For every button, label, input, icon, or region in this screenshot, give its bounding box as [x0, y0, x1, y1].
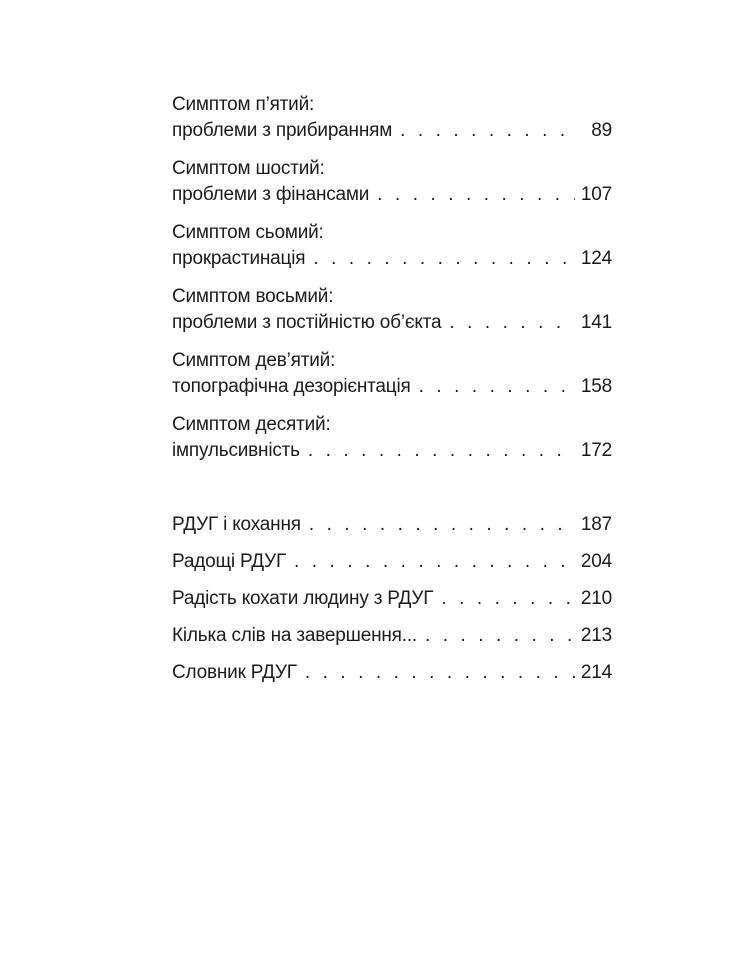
toc-entry-title-line — [172, 623, 612, 649]
toc-entry-heading-line — [172, 348, 612, 374]
toc-entry-title: Словник РДУГ — [172, 662, 297, 683]
toc-entry-title-line — [172, 438, 612, 464]
toc-entry-title-line — [172, 246, 612, 272]
dot-leader — [400, 118, 578, 144]
toc-entry-title: топографічна дезорієнтація — [172, 376, 411, 397]
toc-entry-heading: Симптом дев’ятий: — [172, 350, 336, 371]
toc-entry-heading-line — [172, 220, 612, 246]
dot-leader — [425, 623, 575, 649]
toc-entry-page-number: 210 — [580, 588, 612, 609]
dot-leader — [419, 374, 575, 400]
toc-entry-heading-line — [172, 156, 612, 182]
toc-entry-title: проблеми з прибиранням — [172, 120, 393, 141]
toc-entry-title-line — [172, 586, 612, 612]
toc-entry-symptom-8 — [172, 284, 612, 336]
toc-entry-heading-line — [172, 412, 612, 438]
toc-entry-page-number: 204 — [580, 551, 612, 572]
toc-entry-title-line — [172, 182, 612, 208]
toc-entry-symptom-6 — [172, 156, 612, 208]
dot-leader — [308, 438, 575, 464]
toc-entry-page-number: 187 — [580, 514, 612, 535]
toc-entry-chapter — [172, 660, 612, 686]
dot-leader — [305, 660, 575, 686]
toc-entry-heading-line — [172, 92, 612, 118]
toc-entry-heading-line — [172, 284, 612, 310]
toc-entry-page-number: 124 — [580, 248, 612, 269]
dot-leader — [294, 549, 575, 575]
toc-entry-heading: Симптом десятий: — [172, 414, 331, 435]
toc-entry-page-number: 107 — [580, 184, 612, 205]
dot-leader — [313, 246, 575, 272]
toc-entry-title-line — [172, 118, 612, 144]
dot-leader — [309, 512, 575, 538]
toc-entry-page-number: 89 — [591, 120, 612, 141]
dot-leader — [441, 586, 575, 612]
toc-entry-chapter — [172, 623, 612, 649]
toc-entry-title: Радість кохати людину з РДУГ — [172, 588, 434, 609]
toc-entry-title-line — [172, 310, 612, 336]
toc-entry-title: РДУГ і кохання — [172, 514, 301, 535]
toc-entry-title: Кілька слів на завершення... — [172, 625, 417, 646]
toc-entry-title: проблеми з фінансами — [172, 184, 370, 205]
toc-entry-chapter — [172, 512, 612, 538]
toc-entry-page-number: 214 — [580, 662, 612, 683]
toc-entry-title-line — [172, 512, 612, 538]
toc-entry-heading: Симптом п’ятий: — [172, 94, 315, 115]
toc-entry-symptom-7 — [172, 220, 612, 272]
table-of-contents — [172, 92, 612, 697]
toc-entry-title: імпульсивність — [172, 440, 300, 461]
dot-leader — [449, 310, 575, 336]
toc-entry-title-line — [172, 374, 612, 400]
toc-entry-title: прокрастинація — [172, 248, 306, 269]
toc-entry-title-line — [172, 660, 612, 686]
dot-leader — [377, 182, 575, 208]
toc-entry-chapter — [172, 586, 612, 612]
toc-entry-symptom-9 — [172, 348, 612, 400]
toc-entry-title: проблеми з постійністю об’єкта — [172, 312, 442, 333]
toc-entry-heading: Симптом восьмий: — [172, 286, 334, 307]
toc-entry-symptom-5 — [172, 92, 612, 144]
toc-entry-page-number: 213 — [580, 625, 612, 646]
toc-entry-chapter — [172, 549, 612, 575]
toc-entry-heading: Симптом шостий: — [172, 158, 325, 179]
toc-entry-title-line — [172, 549, 612, 575]
toc-entry-page-number: 158 — [580, 376, 612, 397]
toc-entry-title: Радощі РДУГ — [172, 551, 287, 572]
section-spacer — [172, 476, 612, 512]
toc-entry-page-number: 141 — [580, 312, 612, 333]
toc-entry-symptom-10 — [172, 412, 612, 464]
toc-entry-page-number: 172 — [580, 440, 612, 461]
toc-entry-heading: Симптом сьомий: — [172, 222, 324, 243]
